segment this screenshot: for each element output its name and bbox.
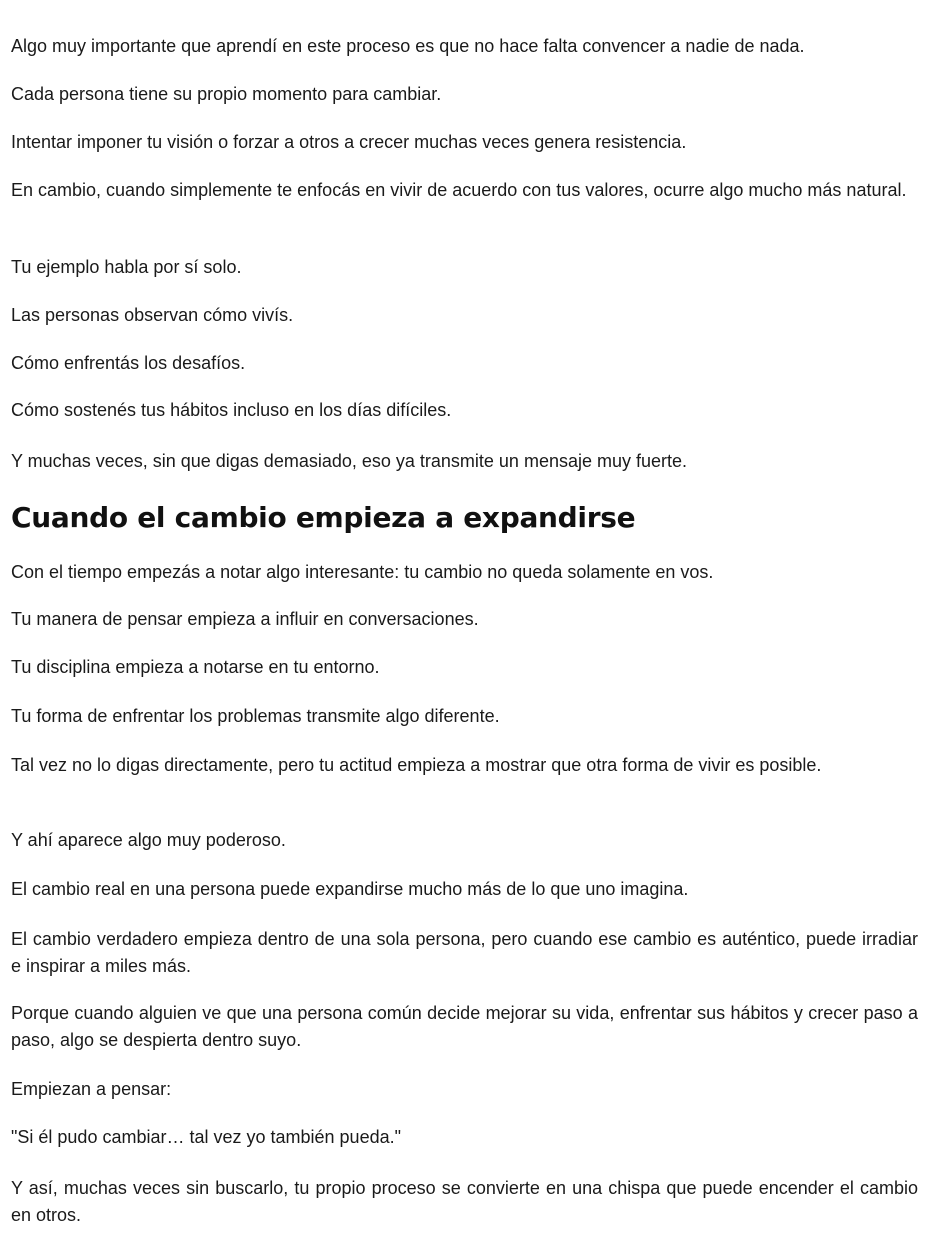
paragraph: "Si él pudo cambiar… tal vez yo también pueda." [11, 1127, 401, 1147]
paragraph: Cada persona tiene su propio momento para cambiar. [11, 84, 442, 104]
paragraph: Cómo enfrentás los desafíos. [11, 353, 246, 373]
paragraph: Algo muy importante que aprendí en este proceso es que no hace falta convencer a nadie de nada. [11, 36, 805, 56]
paragraph: Tu manera de pensar empieza a influir en conversaciones. [11, 609, 479, 629]
paragraph: Tal vez no lo digas directamente, pero tu actitud empieza a mostrar que otra forma de vivir es posible. [11, 755, 822, 775]
paragraph: El cambio verdadero empieza dentro de una sola persona, pero cuando ese cambio es auténtico, puede irradiar e inspirar a miles más. [11, 929, 918, 976]
paragraph: Intentar imponer tu visión o forzar a otros a crecer muchas veces genera resistencia. [11, 132, 687, 152]
section-heading: Cuando el cambio empieza a expandirse [11, 501, 636, 534]
paragraph: Las personas observan cómo vivís. [11, 305, 294, 325]
paragraph: En cambio, cuando simplemente te enfocás en vivir de acuerdo con tus valores, ocurre algo mucho más natural. [11, 180, 907, 200]
paragraph: Porque cuando alguien ve que una persona común decide mejorar su vida, enfrentar sus hábitos y crecer paso a paso, algo se despierta dentro suyo. [11, 1003, 918, 1050]
paragraph: Tu disciplina empieza a notarse en tu entorno. [11, 657, 380, 677]
paragraph: El cambio real en una persona puede expandirse mucho más de lo que uno imagina. [11, 879, 689, 899]
paragraph: Cómo sostenés tus hábitos incluso en los días difíciles. [11, 400, 452, 420]
paragraph: Y muchas veces, sin que digas demasiado, eso ya transmite un mensaje muy fuerte. [11, 451, 688, 471]
paragraph: Tu forma de enfrentar los problemas transmite algo diferente. [11, 706, 500, 726]
paragraph: Y ahí aparece algo muy poderoso. [11, 830, 286, 850]
paragraph: Tu ejemplo habla por sí solo. [11, 257, 242, 277]
paragraph: Empiezan a pensar: [11, 1079, 172, 1099]
paragraph: Y así, muchas veces sin buscarlo, tu propio proceso se convierte en una chispa que puede encender el cambio en otros. [11, 1178, 918, 1225]
paragraph: Con el tiempo empezás a notar algo interesante: tu cambio no queda solamente en vos. [11, 562, 714, 582]
